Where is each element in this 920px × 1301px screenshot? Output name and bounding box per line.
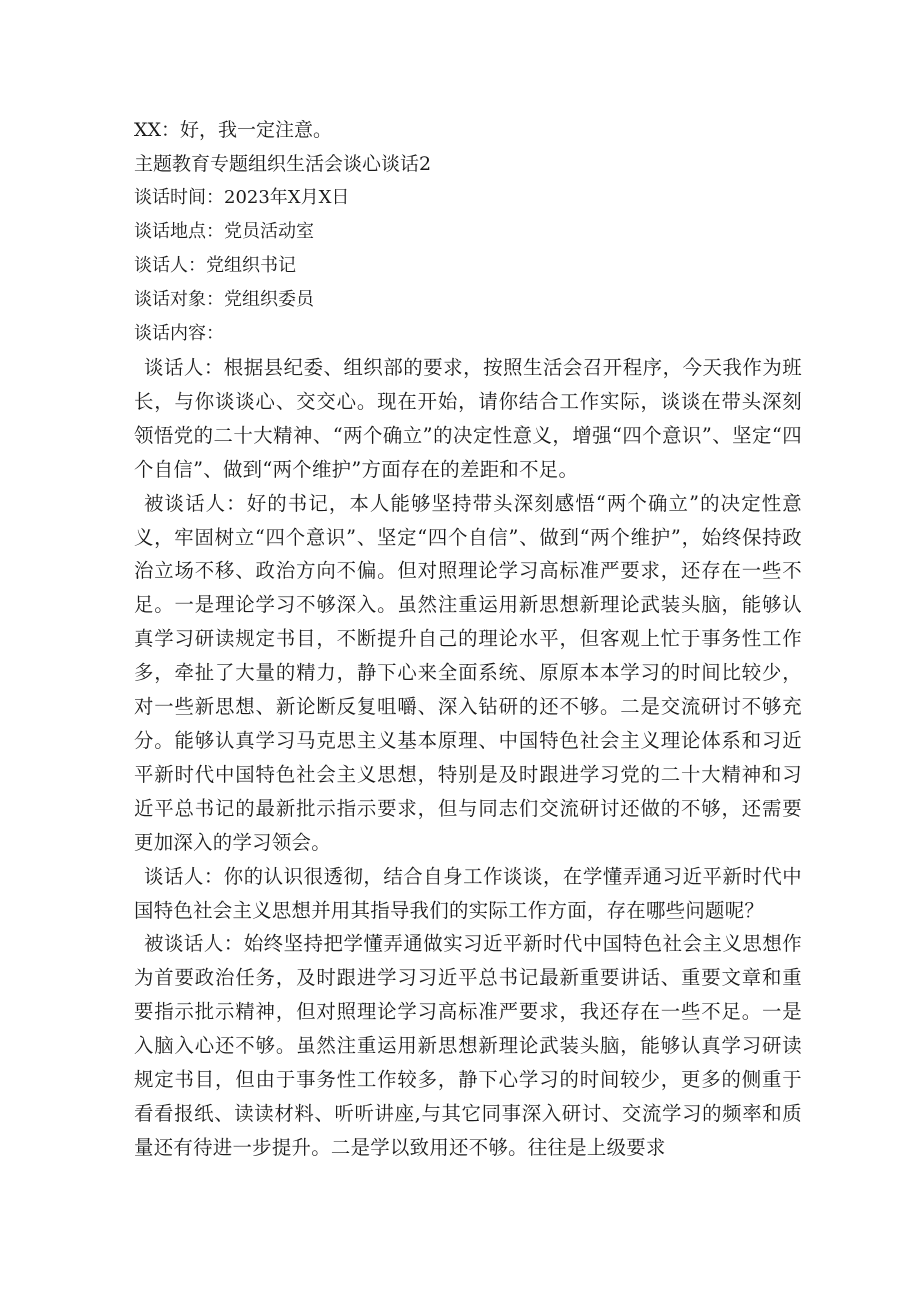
meta-speaker: 谈话人：党组织书记 [134, 255, 296, 276]
paragraph-interviewee-reply-1: 被谈话人：好的书记，本人能够坚持带头深刻感悟“两个确立”的决定性意义，牢固树立“四个意识”、坚定“四个自信”、做到“两个维护”，始终保持政治立场不移、政治方向不偏。但对照理论学习高标准严要求，还存在一些不足。一是理论学习不够深入。虽然注重运用新思想新理论武装头脑，能够认真学习研读规定书目，不断提升自己的理论水平，但客观上忙于事务性工作多，牵扯了大量的精力，静下心来全面系统、原原本本学习的时间比较少，对一些新思想、新论断反复咀嚼、深入钻研的还不够。二是交流研讨不够充分。能够认真学习马克思主义基本原理、中国特色社会主义理论体系和习近平新时代中国特色社会主义思想，特别是及时跟进学习党的二十大精神和习近平总书记的最新批示指示要求，但与同志们交流研讨还做的不够，还需要更加深入的学习领会。 [134, 491, 802, 854]
meta-target: 谈话对象：党组织委员 [134, 289, 314, 310]
paragraph-speaker-question: 谈话人：你的认识很透彻，结合自身工作谈谈，在学懂弄通习近平新时代中国特色社会主义思想并用其指导我们的实际工作方面，存在哪些问题呢？ [134, 864, 802, 922]
meta-time: 谈话时间：2023年X月X日 [134, 187, 350, 208]
meta-content-label: 谈话内容： [134, 323, 224, 344]
paragraph-speaker-opening: 谈话人：根据县纪委、组织部的要求，按照生活会召开程序，今天我作为班长，与你谈谈心、交交心。现在开始，请你结合工作实际，谈谈在带头深刻领悟党的二十大精神、“两个确立”的决定性意义，增强“四个意识”、坚定“四个自信”、做到“两个维护”方面存在的差距和不足。 [134, 356, 802, 481]
document-title: 主题教育专题组织生活会谈心谈话2 [134, 153, 432, 175]
paragraph-interviewee-reply-2: 被谈话人：始终坚持把学懂弄通做实习近平新时代中国特色社会主义思想作为首要政治任务，及时跟进学习习近平总书记最新重要讲话、重要文章和重要指示批示精神，但对照理论学习高标准严要求，我还存在一些不足。一是入脑入心还不够。虽然注重运用新思想新理论武装头脑，能够认真学习研读规定书目，但由于事务性工作较多，静下心学习的时间较少，更多的侧重于看看报纸、读读材料、听听讲座,与其它同事深入研讨、交流学习的频率和质量还有待进一步提升。二是学以致用还不够。往往是上级要求 [134, 932, 802, 1159]
meta-place: 谈话地点：党员活动室 [134, 221, 314, 242]
closing-line: XX：好，我一定注意。 [134, 119, 333, 141]
